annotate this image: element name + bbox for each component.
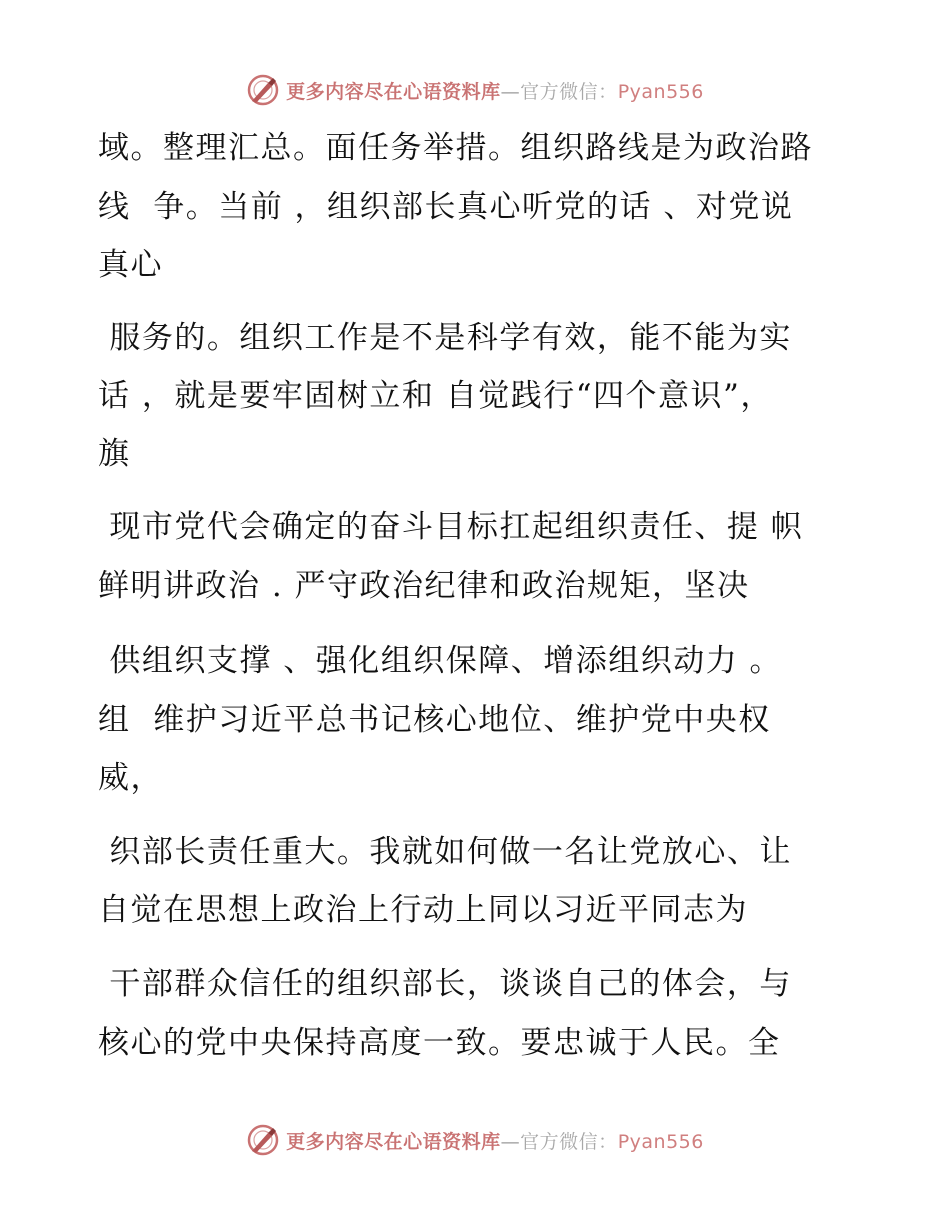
- text-line: 组 维护习近平总书记核心地位、维护党中央权: [98, 702, 771, 738]
- banner-separator: —: [500, 1130, 521, 1153]
- pen-logo-icon: [246, 73, 280, 107]
- banner-separator: —: [500, 80, 521, 103]
- banner-handle: Pyan556: [617, 1130, 704, 1153]
- text-line: 现市党代会确定的奋斗目标扛起组织责任、提 帜: [98, 509, 804, 545]
- text-line: 核心的党中央保持高度一致。要忠诚于人民。全: [98, 1025, 781, 1061]
- banner-wechat-label: 官方微信：: [520, 1130, 618, 1153]
- header-banner: [0, 70, 950, 110]
- text-line: 真心: [98, 247, 163, 283]
- text-line: 旗: [98, 436, 131, 472]
- footer-banner: [0, 1120, 950, 1160]
- banner-wechat-label: 官方微信：: [520, 80, 618, 103]
- text-line: 话 ，就是要牢固树立和 自觉践行“四个意识”，: [98, 378, 773, 414]
- text-line: 自觉在思想上政治上行动上同以习近平同志为: [98, 892, 748, 928]
- text-line: 服务的。组织工作是不是科学有效，能不能为实: [98, 320, 792, 356]
- banner-brand: 更多内容尽在心语资料库: [286, 1130, 501, 1153]
- text-line: 鲜明讲政治 . 严守政治纪律和政治规矩，坚决: [98, 568, 750, 604]
- text-line: 线 争。当前 ，组织部长真心听党的话 、对党说: [98, 189, 794, 225]
- banner-brand: 更多内容尽在心语资料库: [286, 80, 501, 103]
- text-line: 干部群众信任的组织部长，谈谈自己的体会，与: [98, 966, 792, 1002]
- footer-banner-text: [286, 1127, 704, 1154]
- text-line: 供组织支撑 、强化组织保障、增添组织动力 。: [98, 643, 783, 679]
- header-banner-text: [286, 77, 704, 104]
- text-line: 威，: [98, 760, 163, 796]
- pen-logo-icon: [246, 1123, 280, 1157]
- text-line: 织部长责任重大。我就如何做一名让党放心、让: [98, 834, 792, 870]
- text-line: 域。整理汇总。面任务举措。组织路线是为政治路: [98, 130, 813, 166]
- banner-handle: Pyan556: [617, 80, 704, 103]
